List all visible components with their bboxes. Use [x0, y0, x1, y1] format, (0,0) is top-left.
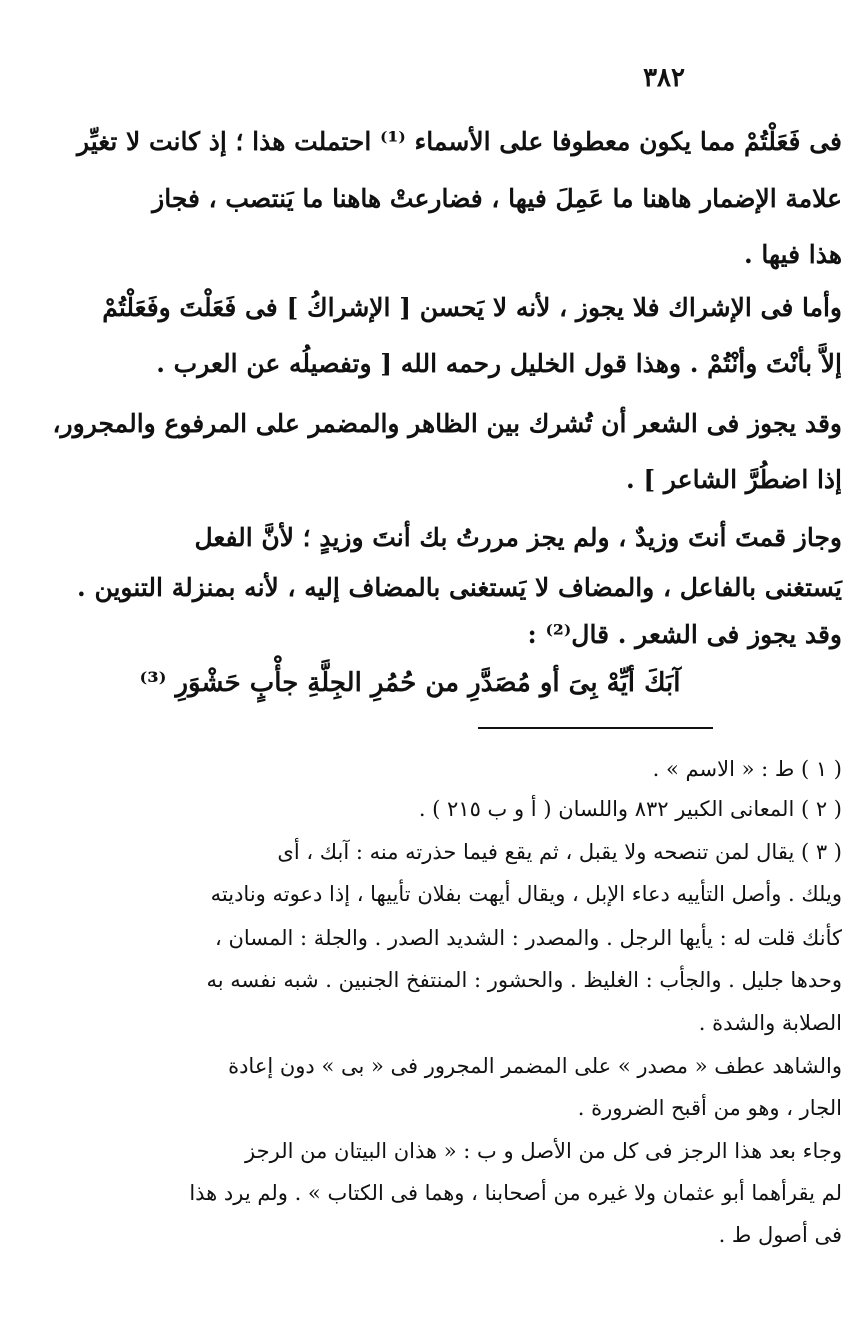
body-line: فى فَعَلْتُمْ مما يكون معطوفا على الأسماء ⁽¹⁾ احتملت هذا ؛ إذ كانت لا تغيِّر: [76, 127, 842, 156]
footnote-line: وحدها جليل . والجأب : الغليظ . والحشور : المنتفخ الجنبين . شبه نفسه به: [206, 968, 842, 992]
body-line: وقد يجوز فى الشعر . قال⁽²⁾ :: [527, 620, 842, 649]
body-line: يَستغنى بالفاعل ، والمضاف لا يَستغنى بالمضاف إليه ، لأنه بمنزلة التنوين .: [77, 573, 842, 602]
footnote-line: ( ٣ ) يقال لمن تنصحه ولا يقبل ، ثم يقع فيما حذرته منه : آبك ، أى: [277, 840, 842, 864]
footnote-line: ( ١ ) ط : « الاسم » .: [652, 757, 842, 781]
footnote-line: والشاهد عطف « مصدر » على المضمر المجرور فى « بى » دون إعادة: [228, 1054, 842, 1078]
footnote-line: ( ٢ ) المعانى الكبير ٨٣٢ واللسان ( أ و ب ٢١٥ ) .: [418, 797, 842, 821]
body-line: إذا اضطُرَّ الشاعر ] .: [625, 465, 842, 494]
poetry-verse: آبَكَ أيِّهْ بِىَ أو مُصَدَّرِ من حُمُرِ الجِلَّةِ جأْبٍ حَشْوَرِ ⁽³⁾: [139, 668, 681, 698]
body-line: هذا فيها .: [744, 240, 842, 269]
body-line: وجاز قمتَ أنتَ وزيدٌ ، ولم يجز مررتُ بك أنتَ وزيدٍ ؛ لأنَّ الفعل: [194, 523, 842, 552]
body-line: وقد يجوز فى الشعر أن تُشرك بين الظاهر والمضمر على المرفوع والمجرور،: [52, 409, 842, 438]
footnote-line: الصلابة والشدة .: [698, 1011, 842, 1035]
body-line: إلاَّ بأنْتَ وأنْتُمْ . وهذا قول الخليل رحمه الله [ وتفصيلُه عن العرب .: [156, 349, 842, 378]
footnote-line: وجاء بعد هذا الرجز فى كل من الأصل و ب : « هذان البيتان من الرجز: [245, 1139, 842, 1163]
page-number: ٣٨٢: [643, 63, 685, 93]
footnote-line: لم يقرأهما أبو عثمان ولا غيره من أصحابنا ، وهما فى الكتاب » . ولم يرد هذا: [189, 1181, 842, 1205]
footnote-line: فى أصول ط .: [718, 1223, 842, 1247]
footnote-line: ويلك . وأصل التأييه دعاء الإبل ، ويقال أيهت بفلان تأييها ، إذا دعوته وناديته: [210, 882, 842, 906]
footnote-line: كأنك قلت له : يأيها الرجل . والمصدر : الشديد الصدر . والجلة : المسان ،: [215, 926, 842, 950]
footnote-line: الجار ، وهو من أقبح الضرورة .: [577, 1096, 842, 1120]
body-line: وأما فى الإشراك فلا يجوز ، لأنه لا يَحسن [ الإشراكُ ] فى فَعَلْتَ وفَعَلْتُمْ: [102, 293, 842, 322]
footnote-divider: [478, 727, 713, 729]
body-line: علامة الإضمار هاهنا ما عَمِلَ فيها ، فضارعتْ هاهنا ما يَنتصب ، فجاز: [152, 184, 842, 213]
